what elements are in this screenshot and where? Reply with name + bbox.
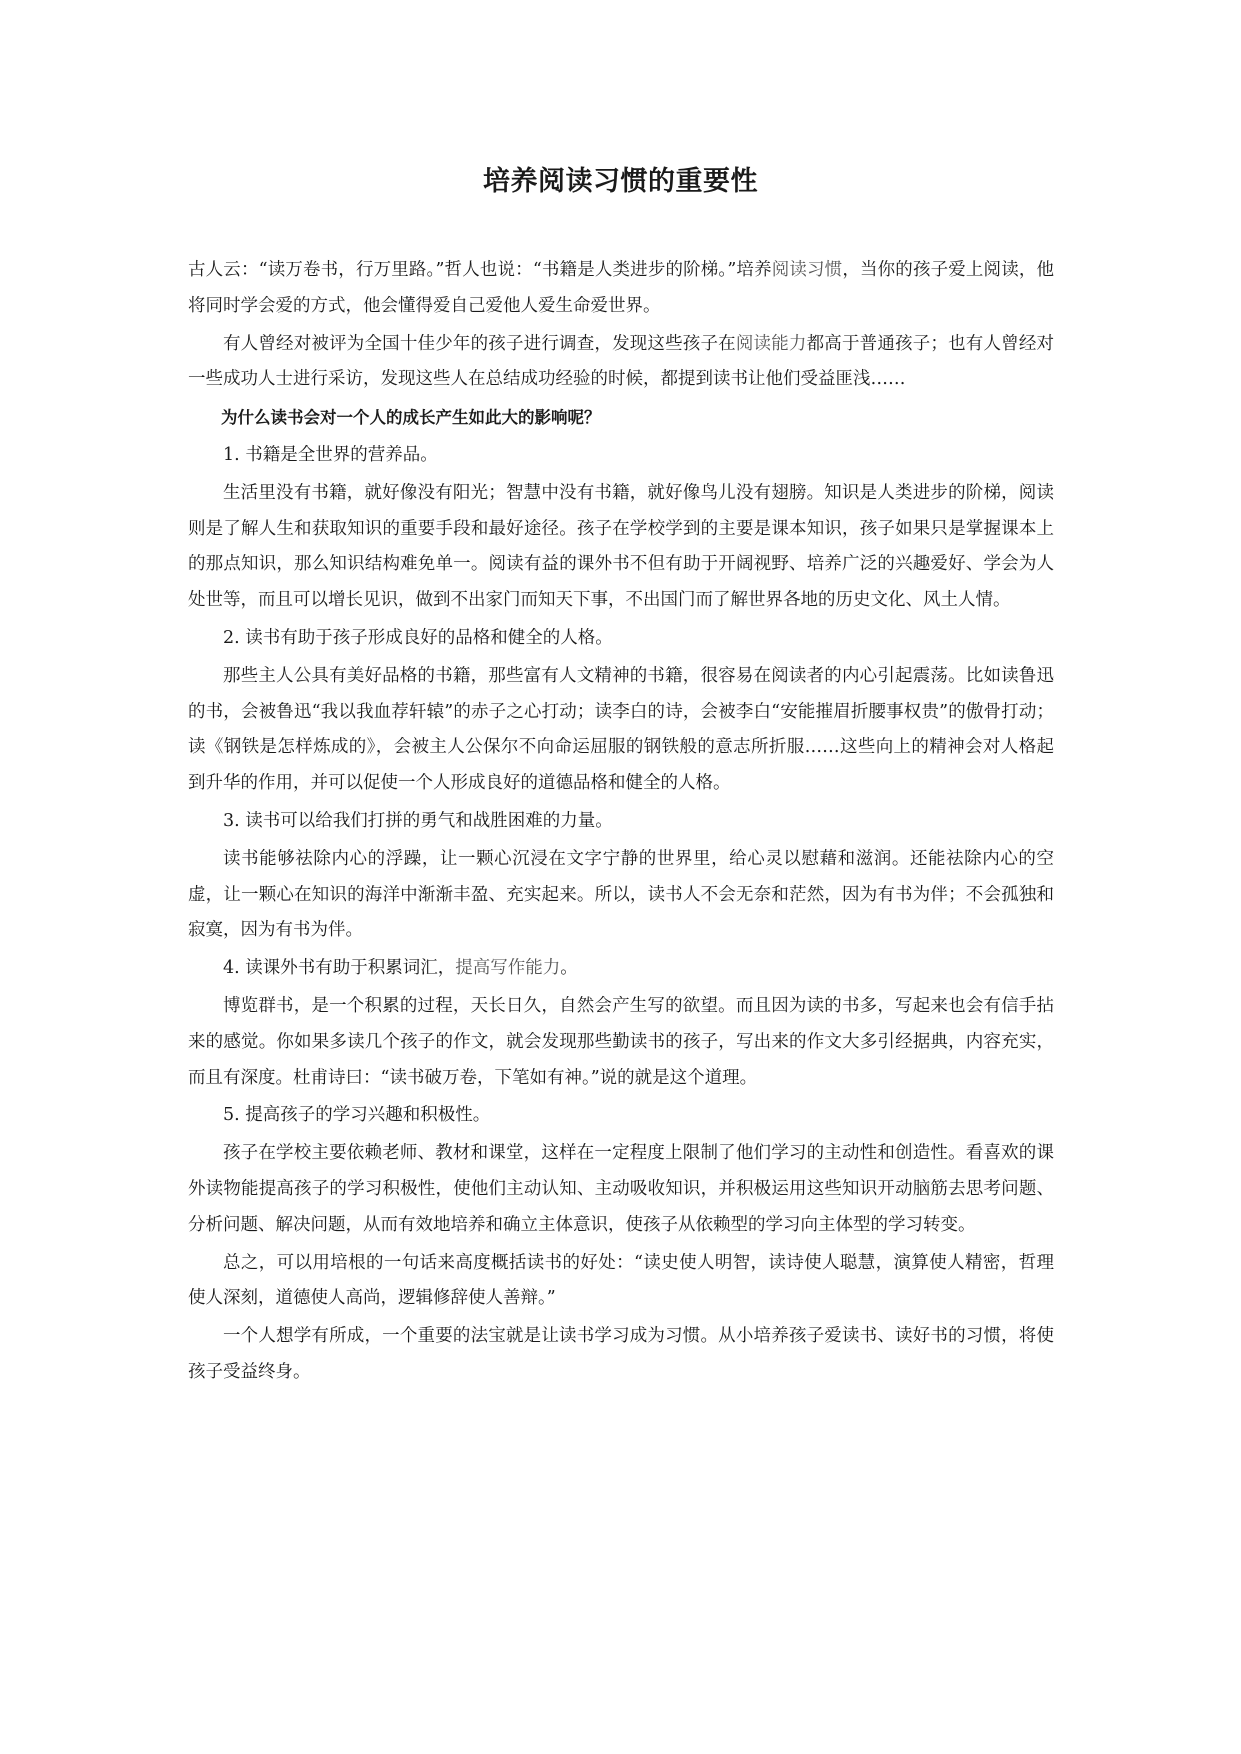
section-5-text: 孩子在学校主要依赖老师、教材和课堂，这样在一定程度上限制了他们学习的主动性和创造性。看喜欢的课外读物能提高孩子的学习积极性，使他们主动认知、主动吸收知识，并积极运用这些知识开动脑筋去思考问题、分析问题、解决问题，从而有效地培养和确立主体意识，使孩子从依赖型的学习向主体型的学习转变。 [188, 1143, 1054, 1235]
intro-link-reading-habit[interactable]: 阅读习惯 [771, 260, 843, 280]
section-3-text: 读书能够祛除内心的浮躁，让一颗心沉浸在文字宁静的世界里，给心灵以慰藉和滋润。还能祛除内心的空虚，让一颗心在知识的海洋中渐渐丰盈、充实起来。所以，读书人不会无奈和茫然，因为有书为伴；不会孤独和寂寞，因为有书为伴。 [188, 848, 1054, 941]
intro-text-end: ，当你的孩子爱上阅读，他将同时学会爱的方式，他会懂得爱自己爱他人爱生命爱世界。 [188, 260, 1055, 316]
document-title: 培养阅读习惯的重要性 [483, 166, 758, 197]
section-3-heading: 3. 读书可以给我们打拼的勇气和战胜困难的力量。 [223, 810, 613, 831]
section-5-heading: 5. 提高孩子的学习兴趣和积极性。 [223, 1105, 491, 1126]
section-4-link-writing-ability[interactable]: 提高写作能力 [455, 958, 561, 979]
survey-link-reading-ability[interactable]: 阅读能力 [735, 333, 807, 354]
conclusion-paragraph: 总之，可以用培根的一句话来高度概括读书的好处：“读史使人明智，读诗使人聪慧，演算使人精密，哲理使人深刻，道德使人高尚，逻辑修辞使人善辩。” [188, 1252, 1054, 1309]
section-4-text: 博览群书，是一个积累的过程，天长日久，自然会产生写的欲望。而且因为读的书多，写起来也会有信手拈来的感觉。你如果多读几个孩子的作文，就会发现那些勤读书的孩子，写出来的作文大多引经据典，内容充实，而且有深度。杜甫诗曰：“读书破万卷，下笔如有神。”说的就是这个道理。 [188, 995, 1054, 1088]
intro-text-start: 古人云：“读万卷书，行万里路。”哲人也说：“书籍是人类进步的阶梯。”培养 [188, 260, 772, 280]
survey-text-start: 有人曾经对被评为全国十佳少年的孩子进行调查，发现这些孩子在 [223, 333, 736, 354]
section-1-text: 生活里没有书籍，就好像没有阳光；智慧中没有书籍，就好像鸟儿没有翅膀。知识是人类进步的阶梯，阅读则是了解人生和获取知识的重要手段和最好途径。孩子在学校学到的主要是课本知识，孩子如果只是掌握课本上的那点知识，那么知识结构难免单一。阅读有益的课外书不但有助于开阔视野、培养广泛的兴趣爱好、学会为人处世等，而且可以增长见识，做到不出家门而知天下事，不出国门而了解世界各地的历史文化、风土人情。 [188, 482, 1054, 611]
section-4-heading-start: 4. 读课外书有助于积累词汇， [223, 958, 456, 979]
intro-paragraph [188, 253, 1054, 325]
closing-paragraph: 一个人想学有所成，一个重要的法宝就是让读书学习成为习惯。从小培养孩子爱读书、读好书的习惯，将使孩子受益终身。 [188, 1326, 1054, 1382]
question-heading: 为什么读书会对一个人的成长产生如此大的影响呢？ [221, 408, 601, 428]
section-2-heading: 2. 读书有助于孩子形成良好的品格和健全的人格。 [223, 627, 613, 648]
survey-text-end: 都高于普通孩子；也有人曾经对一些成功人士进行采访，发现这些人在总结成功经验的时候，都提到读书让他们受益匪浅…… [188, 333, 1055, 390]
section-4-heading-end: 。 [560, 958, 578, 979]
section-2-text: 那些主人公具有美好品格的书籍，那些富有人文精神的书籍，很容易在阅读者的内心引起震荡。比如读鲁迅的书，会被鲁迅“我以我血荐轩辕”的赤子之心打动；读李白的诗，会被李白“安能摧眉折腰事权贵”的傲骨打动；读《钢铁是怎样炼成的》，会被主人公保尔不向命运屈服的钢铁般的意志所折服……这些向上的精神会对人格起到升华的作用，并可以促使一个人形成良好的道德品格和健全的人格。 [188, 665, 1054, 794]
section-1-heading: 1. 书籍是全世界的营养品。 [223, 444, 438, 465]
document-body [188, 253, 1054, 1393]
survey-paragraph [188, 327, 1054, 399]
section-4-heading [188, 951, 1054, 987]
